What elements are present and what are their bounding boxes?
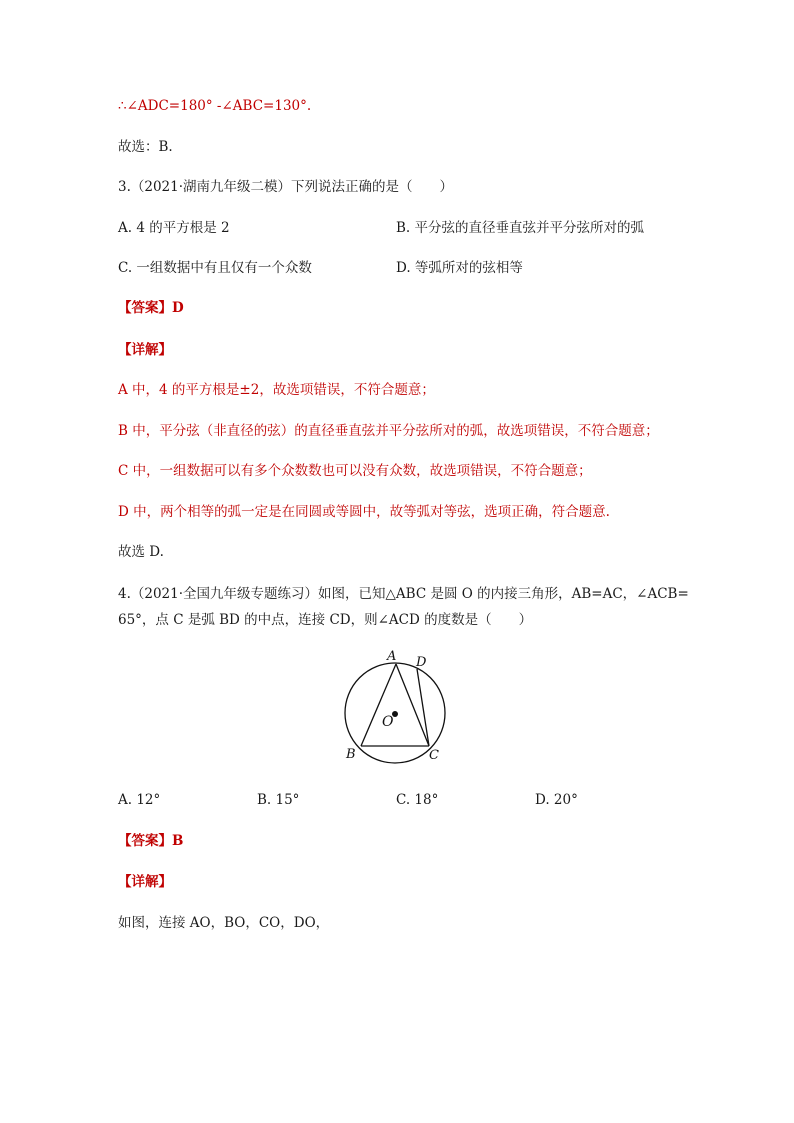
q4-option-c: C. 18° (396, 792, 439, 808)
q4-detail-line-1: 如图，连接 AO，BO，CO，DO， (118, 915, 330, 931)
prev-choice-line: 故选：B. (118, 139, 173, 155)
q3-option-b: B. 平分弦的直径垂直弦并平分弦所对的弧 (396, 220, 645, 236)
q3-option-c: C. 一组数据中有且仅有一个众数 (118, 260, 312, 276)
q3-detail-heading: 【详解】 (118, 342, 172, 358)
q3-explanation-d: D 中，两个相等的弧一定是在同圆或等圆中，故等弧对等弦，选项正确，符合题意. (118, 504, 610, 520)
q3-answer: 【答案】D (118, 300, 184, 316)
q3-option-d: D. 等弧所对的弦相等 (396, 260, 523, 276)
label-a: A (387, 649, 397, 664)
q4-detail-heading: 【详解】 (118, 874, 172, 890)
label-b: B (346, 747, 356, 762)
q3-option-a: A. 4 的平方根是 2 (118, 220, 230, 236)
q4-answer: 【答案】B (118, 833, 184, 849)
q4-option-a: A. 12° (118, 792, 161, 808)
label-c: C (429, 748, 439, 763)
label-o: O (382, 714, 394, 730)
q4-stem-line-1: 4.（2021·全国九年级专题练习）如图，已知△ABC 是圆 O 的内接三角形，AB=AC，∠ACB= (118, 586, 689, 602)
q4-stem-line-2: 65°，点 C 是弧 BD 的中点，连接 CD，则∠ACD 的度数是（ ） (118, 612, 533, 628)
segment-ac (396, 664, 429, 746)
q4-option-d: D. 20° (535, 792, 578, 808)
q3-choice-line: 故选 D. (118, 544, 164, 560)
q3-stem: 3.（2021·湖南九年级二模）下列说法正确的是（ ） (118, 179, 454, 195)
geometry-diagram (340, 646, 452, 766)
segment-cd (417, 669, 429, 746)
q3-explanation-c: C 中，一组数据可以有多个众数数也可以没有众数，故选项错误，不符合题意； (118, 463, 592, 479)
q3-explanation-b: B 中，平分弦（非直径的弦）的直径垂直弦并平分弦所对的弧，故选项错误，不符合题意； (118, 423, 659, 439)
q4-option-b: B. 15° (257, 792, 300, 808)
prev-formula-line: ∴∠ADC=180° -∠ABC=130°. (118, 98, 312, 114)
label-d: D (416, 655, 427, 670)
segment-ab (361, 664, 396, 746)
circle-triangle-figure (340, 646, 452, 766)
q3-explanation-a: A 中，4 的平方根是±2，故选项错误，不符合题意； (118, 382, 435, 398)
